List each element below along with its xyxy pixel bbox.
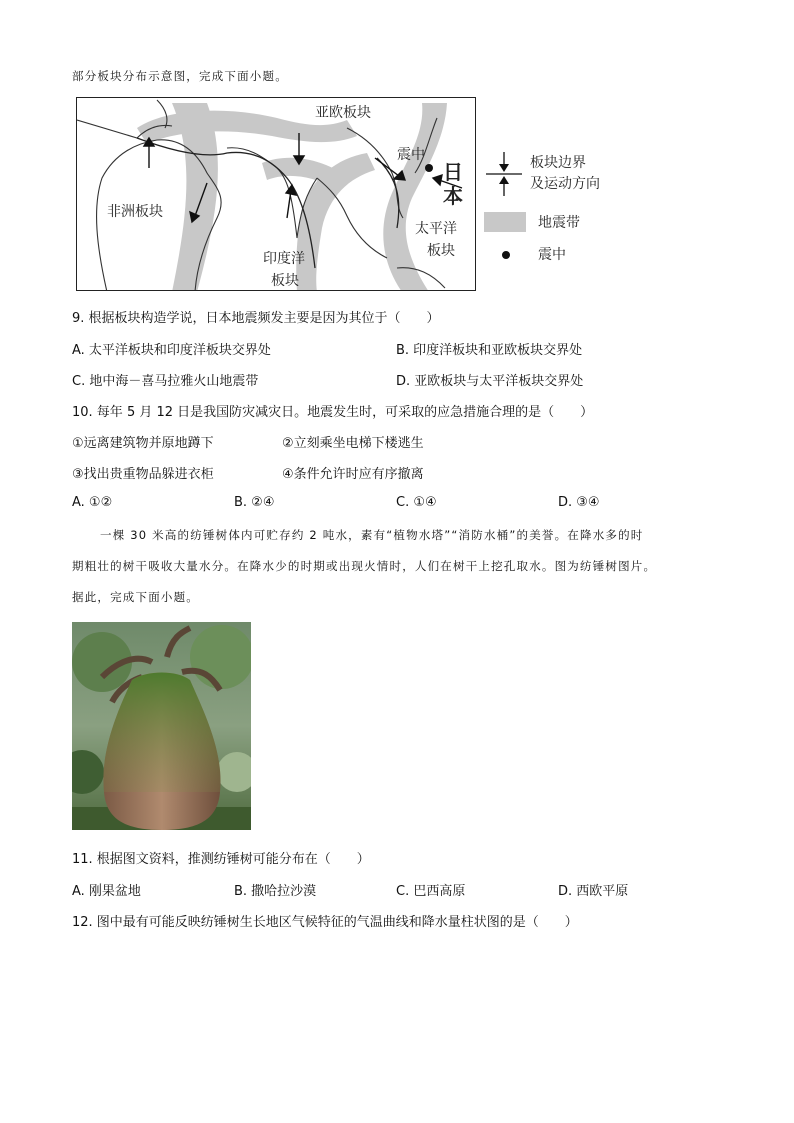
q9-option-c: C. 地中海－喜马拉雅火山地震带 <box>72 374 259 389</box>
legend-belt: 地震带 <box>538 215 580 231</box>
legend-epicenter: 震中 <box>538 247 566 263</box>
q9-option-d: D. 亚欧板块与太平洋板块交界处 <box>396 374 584 389</box>
q11-option-b: B. 撒哈拉沙漠 <box>234 884 317 899</box>
q11-stem: 11. 根据图文资料，推测纺锤树可能分布在（ ） <box>72 852 370 867</box>
indian-label-1: 印度洋 <box>263 251 305 267</box>
legend-boundary-2: 及运动方向 <box>530 176 600 192</box>
q10-statement-4: ④条件允许时应有序撤离 <box>282 467 424 482</box>
eurasia-label: 亚欧板块 <box>315 105 371 121</box>
q11-option-d: D. 西欧平原 <box>558 884 629 899</box>
japan-label-2: 本 <box>443 184 463 208</box>
epicenter-label: 震中 <box>397 147 425 163</box>
q11-option-a: A. 刚果盆地 <box>72 884 141 899</box>
boundary-legend-icon <box>484 150 524 198</box>
passage-line-2: 期粗壮的树干吸收大量水分。在降水少的时期或出现火情时，人们在树干上挖孔取水。图为纺锤树图片。 <box>72 559 657 573</box>
q10-option-a: A. ①② <box>72 495 113 510</box>
epicenter-dot <box>425 164 433 172</box>
africa-label: 非洲板块 <box>107 204 163 220</box>
q10-option-d: D. ③④ <box>558 495 600 510</box>
q9-stem: 9. 根据板块构造学说，日本地震频发主要是因为其位于（ ） <box>72 311 440 326</box>
pacific-label-2: 板块 <box>427 243 455 259</box>
q10-statement-2: ②立刻乘坐电梯下楼逃生 <box>282 436 424 451</box>
plate-map <box>76 97 476 291</box>
passage-line-3: 据此，完成下面小题。 <box>72 590 199 604</box>
intro-text: 部分板块分布示意图，完成下面小题。 <box>72 69 288 83</box>
q10-statement-1: ①远离建筑物并原地蹲下 <box>72 436 214 451</box>
belt-legend-swatch <box>484 212 526 232</box>
pacific-label-1: 太平洋 <box>415 221 457 237</box>
q11-option-c: C. 巴西高原 <box>396 884 466 899</box>
epicenter-legend-dot <box>502 251 510 259</box>
indian-label-2: 板块 <box>271 273 299 289</box>
legend-boundary-1: 板块边界 <box>530 155 586 171</box>
bottle-tree-photo <box>72 622 251 830</box>
q10-stem: 10. 每年 5 月 12 日是我国防灾减灾日。地震发生时，可采取的应急措施合理的是（ ） <box>72 405 594 420</box>
passage-line-1: 一棵 30 米高的纺锤树体内可贮存约 2 吨水，素有“植物水塔”“消防水桶”的美誉。在降水多的时 <box>100 528 644 542</box>
japan-label-1: 日 <box>443 160 463 184</box>
q10-statement-3: ③找出贵重物品躲进衣柜 <box>72 467 214 482</box>
q12-stem: 12. 图中最有可能反映纺锤树生长地区气候特征的气温曲线和降水量柱状图的是（ ） <box>72 915 578 930</box>
q9-option-a: A. 太平洋板块和印度洋板块交界处 <box>72 343 271 358</box>
q10-option-b: B. ②④ <box>234 495 275 510</box>
q9-option-b: B. 印度洋板块和亚欧板块交界处 <box>396 343 583 358</box>
q10-option-c: C. ①④ <box>396 495 437 510</box>
